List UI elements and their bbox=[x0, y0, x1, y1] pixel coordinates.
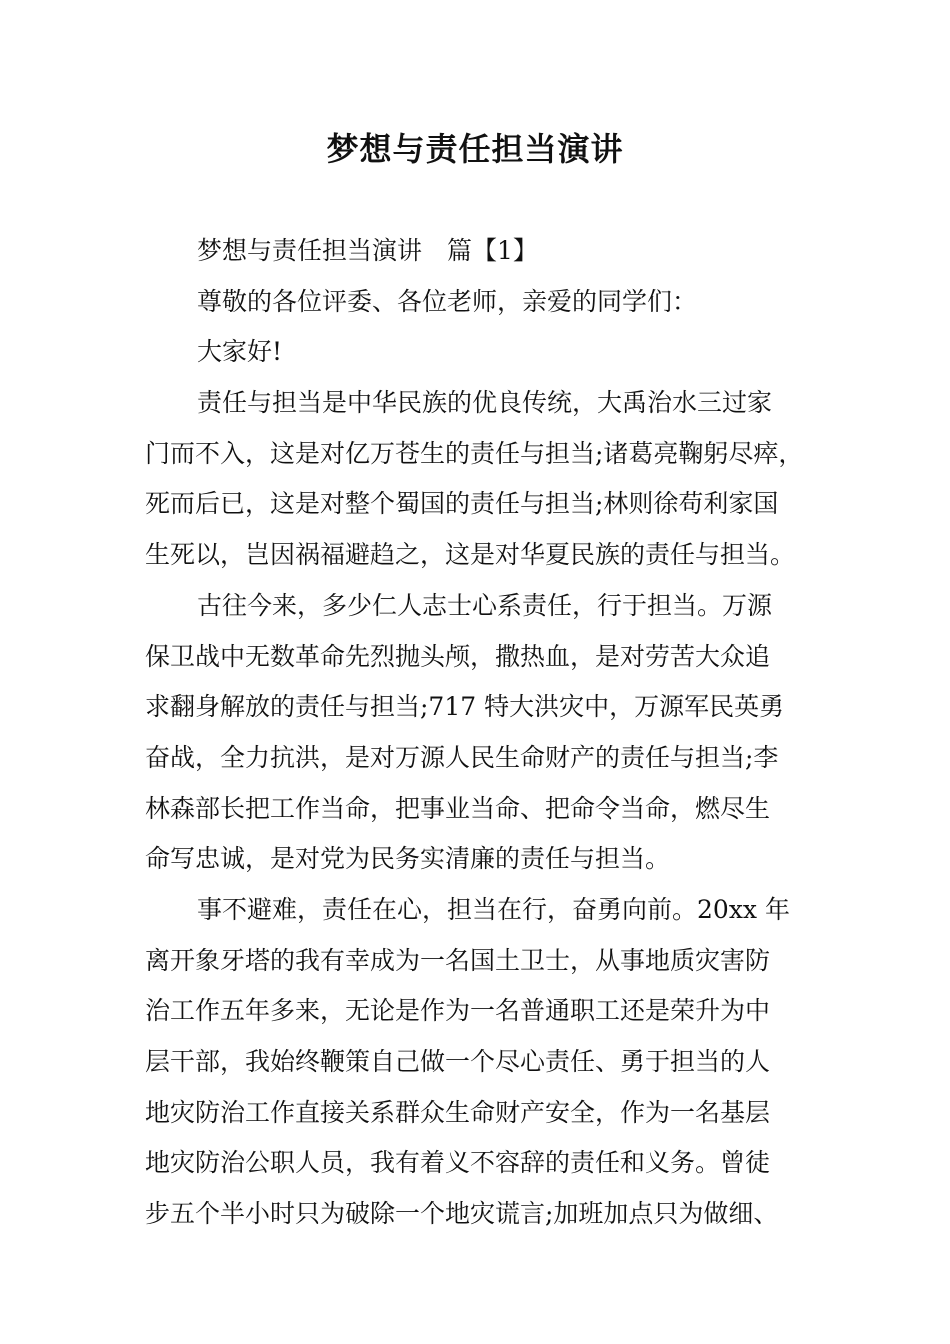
paragraph-line: 门而不入，这是对亿万苍生的责任与担当;诸葛亮鞠躬尽瘁， bbox=[145, 438, 804, 468]
paragraph-line: 地灾防治公职人员，我有着义不容辞的责任和义务。曾徒 bbox=[145, 1148, 771, 1178]
paragraph-line: 死而后已，这是对整个蜀国的责任与担当;林则徐苟利家国 bbox=[145, 489, 779, 519]
document-title: 梦想与责任担当演讲 bbox=[326, 130, 624, 168]
section-heading: 梦想与责任担当演讲 篇【1】 bbox=[197, 236, 538, 265]
paragraph-line: 求翻身解放的责任与担当;717 特大洪灾中，万源军民英勇 bbox=[145, 692, 785, 722]
paragraph-line: 奋战，全力抗洪，是对万源人民生命财产的责任与担当;李 bbox=[145, 742, 779, 772]
paragraph-line: 古往今来，多少仁人志士心系责任，行于担当。万源 bbox=[197, 590, 773, 620]
paragraph-line: 保卫战中无数革命先烈抛头颅，撒热血，是对劳苦大众追 bbox=[145, 641, 771, 671]
paragraph-line: 离开象牙塔的我有幸成为一名国土卫士，从事地质灾害防 bbox=[145, 945, 771, 975]
paragraph-line: 命写忠诚，是对党为民务实清廉的责任与担当。 bbox=[145, 844, 671, 874]
paragraph-line: 地灾防治工作直接关系群众生命财产安全，作为一名基层 bbox=[145, 1097, 771, 1127]
paragraph-line: 层干部，我始终鞭策自己做一个尽心责任、勇于担当的人 bbox=[145, 1047, 771, 1076]
greeting: 大家好! bbox=[197, 337, 283, 367]
paragraph-line: 生死以，岂因祸福避趋之，这是对华夏民族的责任与担当。 bbox=[145, 540, 796, 570]
paragraph-line: 林森部长把工作当命，把事业当命、把命令当命，燃尽生 bbox=[145, 793, 771, 823]
document-body bbox=[145, 226, 835, 1240]
paragraph-line: 责任与担当是中华民族的优良传统，大禹治水三过家 bbox=[197, 388, 773, 418]
paragraph-line: 步五个半小时只为破除一个地灾谎言;加班加点只为做细、 bbox=[145, 1199, 779, 1229]
paragraph-line: 事不避难，责任在心，担当在行，奋勇向前。20xx 年 bbox=[197, 894, 790, 924]
salutation: 尊敬的各位评委、各位老师，亲爱的同学们： bbox=[197, 286, 698, 316]
paragraph-line: 治工作五年多来，无论是作为一名普通职工还是荣升为中 bbox=[145, 996, 771, 1026]
